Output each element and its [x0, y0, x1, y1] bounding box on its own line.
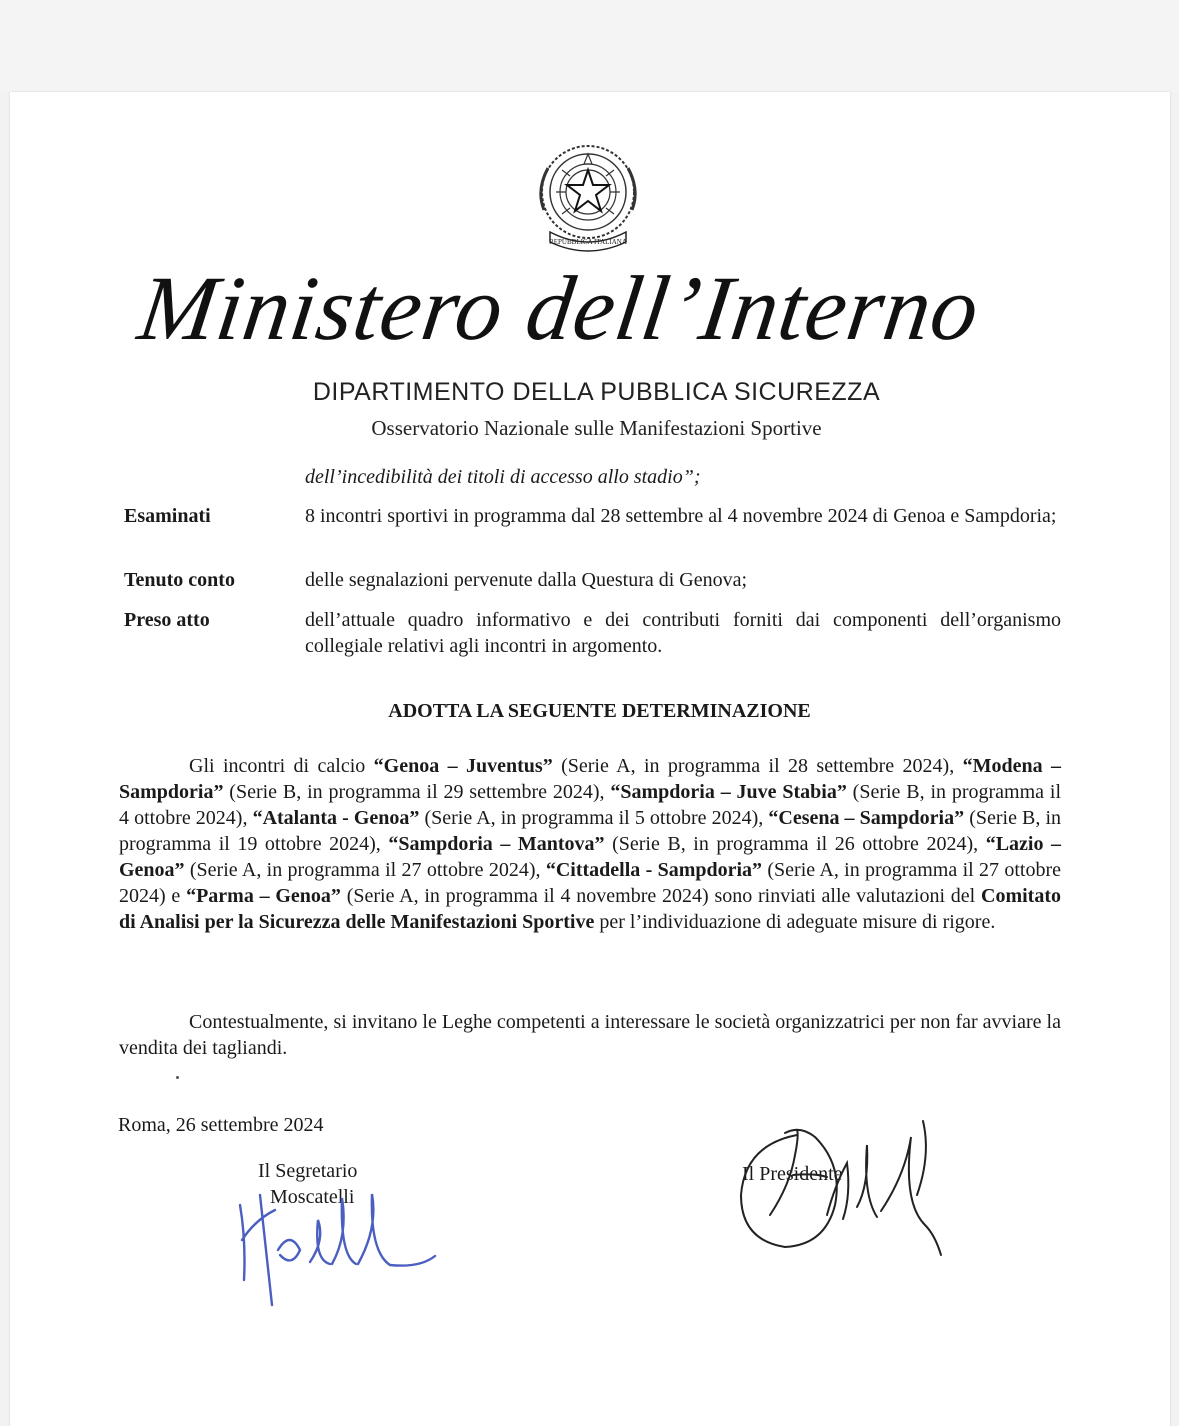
closing-paragraph: Contestualmente, si invitano le Leghe competenti a interessare le società organizzatrici per non far avviare la vendita dei tagliandi.	[119, 1011, 1061, 1059]
screenshot-top-band	[0, 0, 1179, 92]
office-name: Osservatorio Nazionale sulle Manifestazioni Sportive	[371, 416, 822, 440]
determination-paragraph	[119, 753, 1061, 935]
place-date: Roma, 26 settembre 2024	[118, 1114, 324, 1136]
secretary-signature-icon	[230, 1180, 440, 1310]
text-segment: (Serie A, in programma il 27 ottobre 2024) e	[119, 859, 1061, 907]
text-segment: Gli incontri di calcio	[189, 755, 374, 777]
text-segment: per l’individuazione di adeguate misure di rigore.	[594, 911, 996, 933]
president-title: Il Presidente	[742, 1163, 843, 1185]
premise-label: Tenuto conto	[124, 569, 235, 591]
bold-text-segment: “Modena – Sampdoria”	[119, 755, 1062, 803]
president-signature-icon	[735, 1115, 950, 1265]
stray-mark	[176, 1076, 179, 1079]
italian-emblem-icon	[532, 140, 644, 258]
premise-text: delle segnalazioni pervenute dalla Questura di Genova;	[305, 569, 748, 591]
premise-label: Preso atto	[124, 609, 210, 631]
bold-text-segment: Comitato di Analisi per la Sicurezza delle Manifestazioni Sportive	[119, 885, 1061, 933]
text-segment: (Serie B, in programma il 26 ottobre 2024),	[604, 833, 986, 855]
text-segment: (Serie A, in programma il 28 settembre 2024),	[552, 755, 963, 777]
text-segment: (Serie A, in programma il 4 novembre 2024) sono rinviati alle valutazioni del	[340, 885, 982, 907]
text-segment: (Serie B, in programma il 19 ottobre 2024),	[119, 807, 1061, 855]
bold-text-segment: “Parma – Genoa”	[186, 885, 341, 907]
premise-label: Esaminati	[124, 505, 211, 527]
premise-text: 8 incontri sportivi in programma dal 28 settembre al 4 novembre 2024 di Genoa e Sampdoria;	[305, 505, 1057, 527]
bold-text-segment: “Sampdoria – Mantova”	[388, 833, 605, 855]
bold-text-segment: “Cesena – Sampdoria”	[768, 807, 965, 829]
secretary-name: Moscatelli	[270, 1186, 355, 1208]
bold-text-segment: “Sampdoria – Juve Stabia”	[610, 781, 847, 803]
premise-text: dell’attuale quadro informativo e dei contributi forniti dai componenti dell’organismo collegiale relativi agli incontri in argomento.	[305, 609, 1061, 657]
bold-text-segment: “Genoa – Juventus”	[373, 755, 553, 777]
bold-text-segment: “Lazio – Genoa”	[119, 833, 1062, 881]
text-segment: (Serie B, in programma il 4 ottobre 2024),	[119, 781, 1061, 829]
text-segment: (Serie B, in programma il 29 settembre 2024),	[223, 781, 611, 803]
bold-text-segment: “Atalanta - Genoa”	[252, 807, 420, 829]
department-name: DIPARTIMENTO DELLA PUBBLICA SICUREZZA	[312, 378, 881, 406]
text-segment: (Serie A, in programma il 5 ottobre 2024),	[419, 807, 769, 829]
ministry-title: Ministero dell’Interno	[132, 257, 986, 359]
emblem-scroll-text: REPUBBLICA ITALIANA	[549, 238, 627, 246]
text-segment: (Serie A, in programma il 27 ottobre 2024),	[184, 859, 546, 881]
continuation-text: dell’incedibilità dei titoli di accesso allo stadio”;	[305, 466, 701, 488]
determination-heading: ADOTTA LA SEGUENTE DETERMINAZIONE	[388, 700, 811, 722]
bold-text-segment: “Cittadella - Sampdoria”	[545, 859, 763, 881]
secretary-title: Il Segretario	[258, 1160, 358, 1182]
